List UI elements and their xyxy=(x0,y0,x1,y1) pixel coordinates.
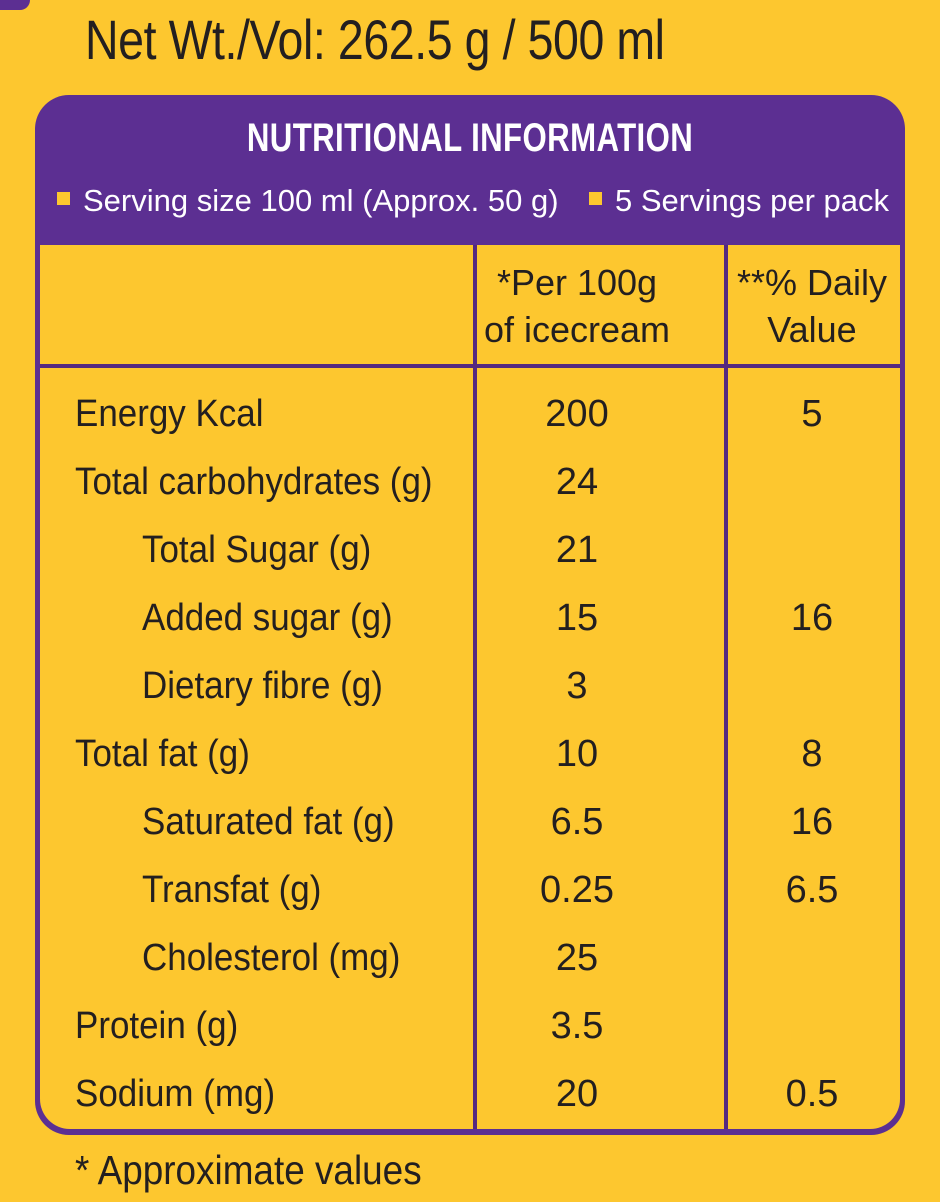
row-label: Sodium (mg) xyxy=(75,1072,276,1115)
servings-per-pack-item xyxy=(589,182,889,220)
row-label: Total carbohydrates (g) xyxy=(75,460,433,503)
table-body xyxy=(40,372,900,1129)
square-bullet-icon xyxy=(589,192,602,205)
per-100g-value: 15 xyxy=(555,596,599,639)
daily-value: 16 xyxy=(790,596,834,639)
row-label: Total fat (g) xyxy=(75,732,250,775)
per-100g-value: 24 xyxy=(555,460,599,503)
approximate-values-footnote: * Approximate values xyxy=(75,1147,422,1193)
table-row xyxy=(40,720,900,788)
servings-per-pack-label: 5 Servings per pack xyxy=(615,183,889,218)
per-100g-value: 21 xyxy=(555,528,599,571)
nutrition-table xyxy=(40,245,900,1129)
row-label: Energy Kcal xyxy=(75,392,264,435)
table-row xyxy=(40,1060,900,1128)
table-row xyxy=(40,788,900,856)
table-row xyxy=(40,380,900,448)
serving-size-item xyxy=(57,182,559,220)
row-label: Total Sugar (g) xyxy=(142,528,372,571)
table-row xyxy=(40,584,900,652)
corner-decoration xyxy=(0,0,30,10)
daily-value: 6.5 xyxy=(785,868,839,911)
row-label: Added sugar (g) xyxy=(142,596,393,639)
per-100g-value: 10 xyxy=(555,732,599,775)
daily-value: 8 xyxy=(801,732,823,775)
per-100g-value: 200 xyxy=(545,392,609,435)
per-100g-value: 25 xyxy=(555,936,599,979)
table-row xyxy=(40,516,900,584)
square-bullet-icon xyxy=(57,192,70,205)
per-100g-value: 20 xyxy=(555,1072,599,1115)
table-row xyxy=(40,448,900,516)
per-100g-value: 3.5 xyxy=(550,1004,604,1047)
header-daily-value-column: **% Daily Value xyxy=(736,261,888,350)
daily-value: 0.5 xyxy=(785,1072,839,1115)
table-row xyxy=(40,652,900,720)
row-label: Cholesterol (mg) xyxy=(142,936,401,979)
daily-value: 16 xyxy=(790,800,834,843)
header-nutrient-column xyxy=(40,245,473,364)
table-row xyxy=(40,856,900,924)
serving-size-label: Serving size 100 ml (Approx. 50 g) xyxy=(83,183,559,218)
row-label: Protein (g) xyxy=(75,1004,239,1047)
daily-value: 5 xyxy=(801,392,823,435)
serving-info-row xyxy=(35,161,905,220)
per-100g-value: 0.25 xyxy=(540,868,614,911)
per-100g-value: 6.5 xyxy=(550,800,604,843)
panel-title: NUTRITIONAL INFORMATION xyxy=(246,116,694,160)
row-label: Saturated fat (g) xyxy=(142,800,395,843)
header-per-100g-column: *Per 100g of icecream xyxy=(483,261,671,350)
nutrition-panel xyxy=(35,95,905,1135)
row-label: Transfat (g) xyxy=(142,868,322,911)
net-weight-text: Net Wt./Vol: 262.5 g / 500 ml xyxy=(85,8,665,71)
row-label: Dietary fibre (g) xyxy=(142,664,383,707)
per-100g-value: 3 xyxy=(566,664,588,707)
table-row xyxy=(40,992,900,1060)
table-header-row xyxy=(40,245,900,368)
table-row xyxy=(40,924,900,992)
